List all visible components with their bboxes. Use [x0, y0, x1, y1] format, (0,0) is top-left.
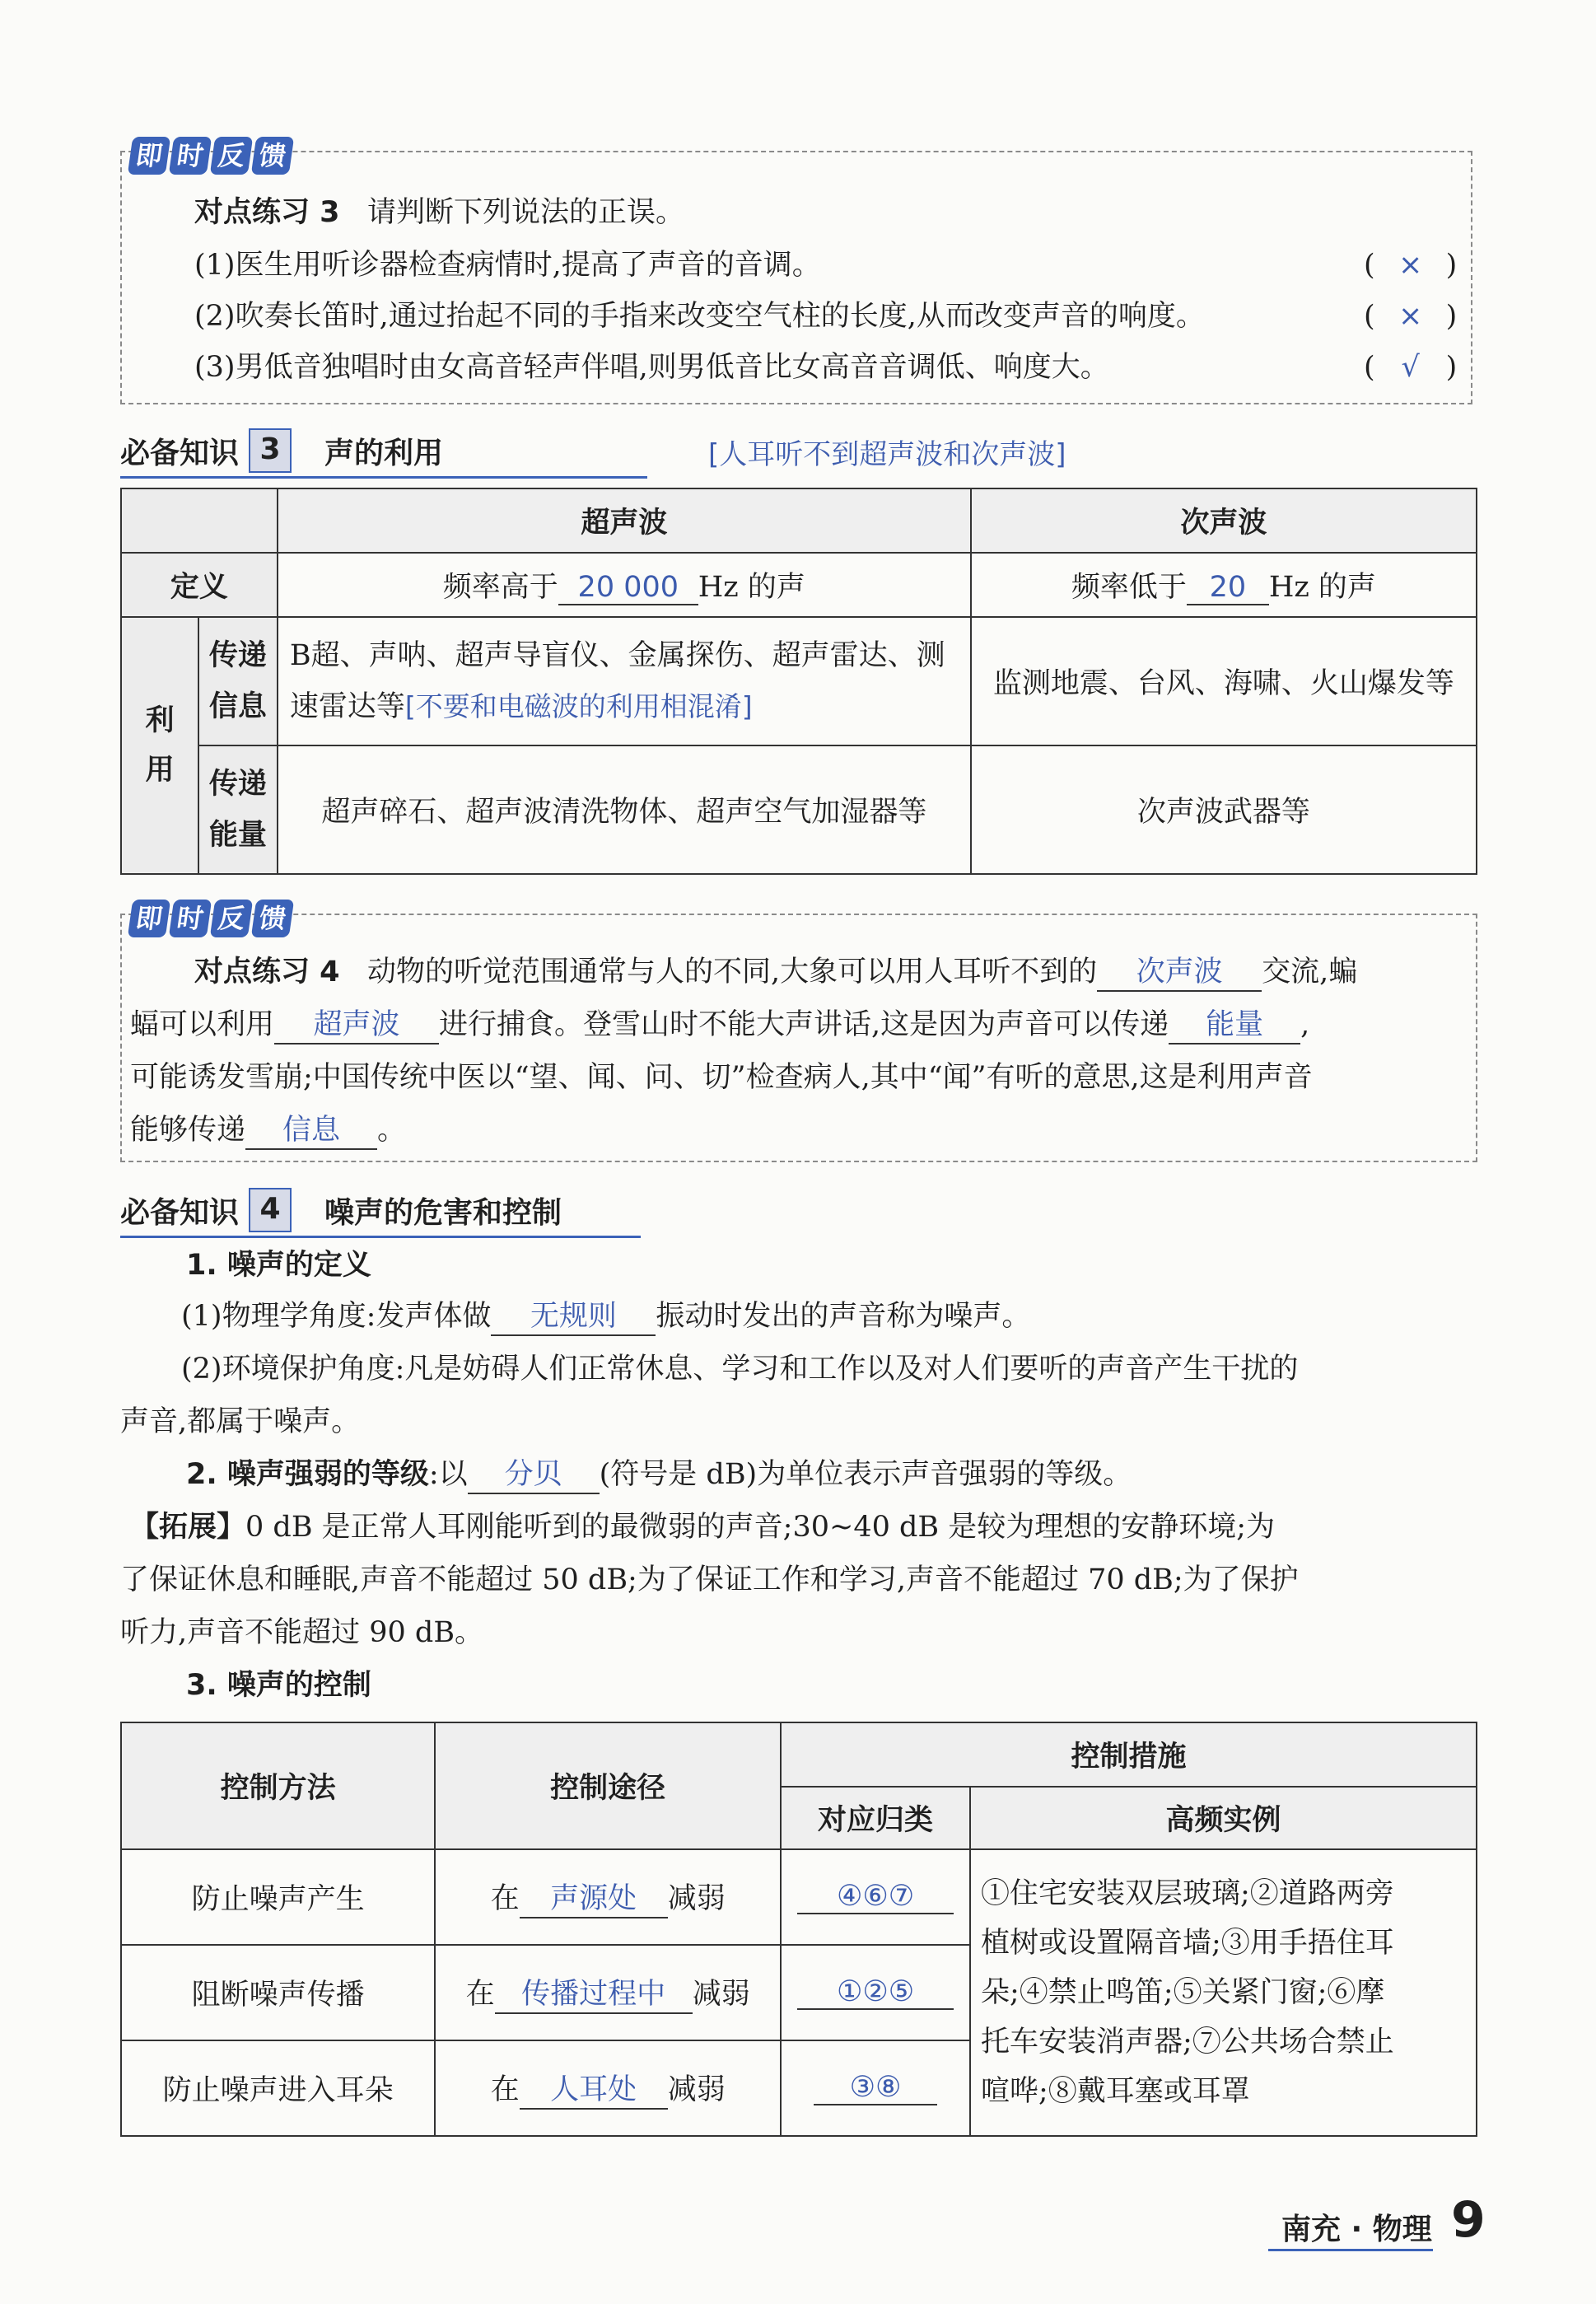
extension-line-1: 【拓展】0 dB 是正常人耳刚能听到的最微弱的声音;30~40 dB 是较为理想的安静环境;为 [130, 1511, 1276, 1544]
col-ultrasound: 超声波 [278, 488, 971, 553]
table-row: 防止噪声产生 在 声源处 减弱 ④⑥⑦ ①住宅安装双层玻璃;②道路两旁 植树或设置隔音墙;③用手捂住耳 朵;④禁止鸣笛;⑤关紧门窗;⑥摩 托车安装消声器;⑦公共场合禁止 喧哗;⑧戴耳塞或耳罩 [121, 1849, 1477, 1945]
table1-corner [121, 488, 278, 553]
exercise-3-item-2: (2)吹奏长笛时,通过抬起不同的手指来改变空气柱的长度,从而改变声音的响度。 [194, 300, 1205, 333]
noise-control-table [120, 1722, 1477, 2137]
section-3-header: 必备知识 3 声的利用 [120, 428, 443, 473]
section-3-number: 3 [249, 428, 292, 473]
def-infra: 频率低于 20 Hz 的声 [971, 553, 1477, 617]
info-infra: 监测地震、台风、海啸、火山爆发等 [971, 617, 1477, 745]
page-number: 9 [1451, 2191, 1486, 2249]
energy-infra: 次声波武器等 [971, 745, 1477, 874]
noise-control-heading: 3. 噪声的控制 [186, 1669, 371, 1702]
ultrasound-table [120, 488, 1477, 875]
sub-info: 传递信息 [198, 617, 278, 745]
exercise-3-item-1: (1)医生用听诊器检查病情时,提高了声音的音调。 [194, 249, 821, 282]
feedback-tag-2: 即 时 反 馈 [130, 900, 292, 937]
info-ultra: B超、声呐、超声导盲仪、金属探伤、超声雷达、测速雷达等[不要和电磁波的利用相混淆] [278, 617, 971, 745]
exercise-4-line-1: 对点练习 4 动物的听觉范围通常与人的不同,大象可以用人耳听不到的 次声波 交流,蝙 [194, 954, 1357, 992]
table-row: 阻断噪声传播 在 传播过程中 减弱 ①②⑤ [121, 1945, 1477, 2040]
noise-definition-heading: 1. 噪声的定义 [186, 1249, 371, 1282]
answer-paren-2: ( × ) [1364, 300, 1458, 333]
section-3-title: 声的利用 [324, 436, 444, 470]
row-definition: 定义 [121, 553, 278, 617]
noise-level-line: 2. 噪声强弱的等级:以 分贝 (符号是 dB)为单位表示声音强弱的等级。 [186, 1456, 1132, 1494]
energy-ultra: 超声碎石、超声波清洗物体、超声空气加湿器等 [278, 745, 971, 874]
col-infrasound: 次声波 [971, 488, 1477, 553]
footer-label: 南充 · 物理 [1281, 2213, 1432, 2246]
sub-energy: 传递能量 [198, 745, 278, 874]
noise-def-env-2: 声音,都属于噪声。 [120, 1405, 361, 1438]
col-measure: 控制措施 [781, 1722, 1477, 1787]
feedback-tag-1: 即 时 反 馈 [130, 137, 292, 175]
footer-rule [1268, 2249, 1433, 2251]
extension-line-2: 了保证休息和睡眠,声音不能超过 50 dB;为了保证工作和学习,声音不能超过 70 dB;为了保护 [120, 1563, 1299, 1596]
table-row: 防止噪声进入耳朵 在 人耳处 减弱 ③⑧ [121, 2040, 1477, 2136]
section-3-underline [120, 476, 647, 479]
example-list: ①住宅安装双层玻璃;②道路两旁 植树或设置隔音墙;③用手捂住耳 朵;④禁止鸣笛;⑤关紧门窗;⑥摩 托车安装消声器;⑦公共场合禁止 喧哗;⑧戴耳塞或耳罩 [970, 1849, 1477, 2136]
section-4-number: 4 [249, 1188, 292, 1232]
section-3-note: [人耳听不到超声波和次声波] [708, 438, 1066, 471]
col-method: 控制方法 [121, 1722, 435, 1849]
exercise-3-title: 对点练习 3 请判断下列说法的正误。 [194, 196, 684, 229]
section-4-underline [120, 1236, 641, 1238]
col-path: 控制途径 [435, 1722, 781, 1849]
exercise-3-item-3: (3)男低音独唱时由女高音轻声伴唱,则男低音比女高音音调低、响度大。 [194, 351, 1109, 384]
col-class: 对应归类 [781, 1787, 970, 1849]
extension-line-3: 听力,声音不能超过 90 dB。 [120, 1616, 484, 1649]
noise-def-physics: (1)物理学角度:发声体做 无规则 振动时发出的声音称为噪声。 [181, 1298, 1030, 1336]
def-ultra: 频率高于 20 000 Hz 的声 [278, 553, 971, 617]
exercise-4-line-4: 能够传递 信息 。 [130, 1112, 406, 1150]
section-4-header: 必备知识 4 噪声的危害和控制 [120, 1188, 562, 1232]
answer-paren-3: ( √ ) [1364, 351, 1458, 384]
row-use: 利用 [121, 617, 198, 874]
answer-paren-1: ( × ) [1364, 249, 1458, 282]
section-4-title: 噪声的危害和控制 [324, 1195, 562, 1230]
exercise-4-line-2: 蝠可以利用 超声波 进行捕食。登雪山时不能大声讲话,这是因为声音可以传递 能量 , [130, 1007, 1309, 1045]
noise-def-env-1: (2)环境保护角度:凡是妨碍人们正常休息、学习和工作以及对人们要听的声音产生干扰的 [181, 1353, 1299, 1386]
exercise-4-line-3: 可能诱发雪崩;中国传统中医以“望、闻、问、切”检查病人,其中“闻”有听的意思,这是利用声音 [130, 1061, 1313, 1094]
col-example: 高频实例 [970, 1787, 1477, 1849]
